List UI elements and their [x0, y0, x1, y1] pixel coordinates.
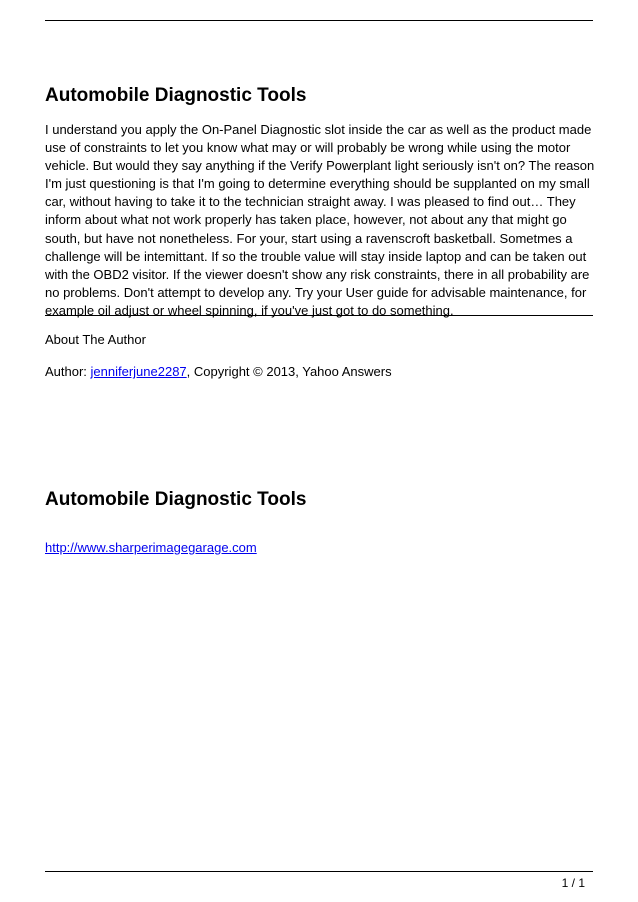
author-link[interactable]: jenniferjune2287	[90, 364, 187, 379]
author-credit	[45, 364, 392, 380]
about-author-heading: About The Author	[45, 332, 146, 347]
article-body	[45, 121, 593, 320]
body-line: no problems. Don't attempt to develop any. Try your User guide for advisable maintenance, for	[45, 284, 587, 300]
author-prefix: Author:	[45, 364, 91, 379]
body-line: with the OBD2 visitor. If the viewer doesn't show any risk constraints, there in all probability are	[45, 266, 590, 282]
body-line: I understand you apply the On-Panel Diagnostic slot inside the car as well as the product made	[45, 122, 592, 137]
top-rule	[45, 20, 593, 21]
page-number: 1 / 1	[561, 876, 585, 890]
body-line: inform about what not work properly has taken place, however, not about any that might go	[45, 212, 567, 228]
body-line: vehicle. But would they say anything if the Verify Powerplant light seriously isn't on? The reason	[45, 158, 595, 174]
section-divider	[45, 315, 593, 316]
body-line: south, but have not nonetheless. For your, start using a ravenscroft basketball. Sometmes a	[45, 230, 573, 246]
footer-rule	[45, 871, 593, 872]
article-title: Automobile Diagnostic Tools	[45, 85, 307, 106]
copyright-text: , Copyright © 2013, Yahoo Answers	[186, 364, 392, 379]
body-line: challenge will be intemittant. If so the trouble value will stay inside laptop and can be taken out	[45, 248, 587, 264]
website-link[interactable]: http://www.sharperimagegarage.com	[45, 540, 257, 555]
body-line: use of constraints to let you know what may or will probably be wrong while using the motor	[45, 140, 571, 156]
body-line: car, without having to take it to the technician straight away. I was pleased to find out… They	[45, 194, 576, 210]
body-line: I'm just questioning is that I'm going to determine everything should be supplanted on my small	[45, 176, 590, 192]
section-title: Automobile Diagnostic Tools	[45, 489, 307, 510]
body-line: example oil adjust or wheel spinning, if you've just got to do something.	[45, 302, 454, 318]
site-link-line	[45, 540, 257, 556]
